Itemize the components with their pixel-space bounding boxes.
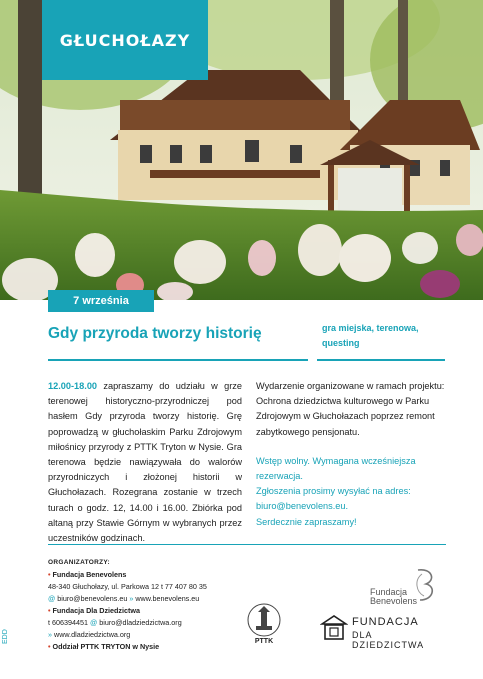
benevolens-line2: Benevolens [370, 596, 418, 606]
benevolens-logo-text [370, 588, 417, 606]
event-project-info [256, 379, 448, 530]
bullet-icon: • [48, 606, 51, 615]
registration-line1: Wstęp wolny. Wymagana wcześniejsza rezerwacja. [256, 455, 416, 482]
email-icon: @ [48, 594, 56, 603]
event-date: 7 września [73, 295, 129, 307]
bullet-icon: • [48, 642, 51, 651]
organizers-label: ORGANIZATORZY: [48, 559, 110, 566]
organizers-block [48, 557, 238, 653]
org1-address: 48-340 Głuchołazy, ul. Parkowa 12 [48, 582, 159, 591]
event-description [48, 379, 242, 546]
fdd-line1: FUNDACJA [352, 616, 419, 628]
www-icon: » [129, 594, 134, 603]
org1-name: Fundacja Benevolens [52, 570, 127, 579]
fdd-emblem-icon [320, 614, 348, 642]
registration-line2: Zgłoszenia prosimy wysyłać na adres: [256, 486, 411, 497]
org3-name: Oddział PTTK TRYTON w Nysie [52, 642, 160, 651]
org2-email[interactable]: biuro@dladziedzictwa.org [99, 618, 182, 627]
footer-divider [48, 544, 446, 545]
pttk-logo [244, 602, 284, 646]
benevolens-logo [370, 566, 442, 606]
brand-name: GŁUCHOŁAZY [59, 30, 191, 50]
fdd-logo [320, 614, 446, 650]
org1-email[interactable]: biuro@benevolens.eu [57, 594, 128, 603]
event-time: 12.00-18.00 [48, 381, 98, 391]
title-underline [48, 359, 308, 361]
project-text: Wydarzenie organizowane w ramach projektu: Ochrona dziedzictwa kulturowego w Parku Zdrojowym w Głuchołazach poprzez remont zabytkowego pensjonatu. [256, 381, 445, 437]
event-title: Gdy przyroda tworzy historię [48, 325, 262, 342]
pttk-emblem-icon [244, 602, 284, 638]
event-date-tab [48, 290, 154, 312]
org1-phone: t 77 407 80 35 [160, 582, 207, 591]
org1-www[interactable]: www.benevolens.eu [135, 594, 200, 603]
www-icon: » [48, 630, 52, 639]
org2-www[interactable]: www.dladziedzictwa.org [54, 630, 131, 639]
email-icon: @ [89, 618, 98, 627]
event-description-text: zapraszamy do udziału w grze terenowej historyczno-przyrodniczej pod hasłem Gdy przyroda tworzy historię. Grę poprowadzą w głuchołaskim Parku Zdrojowym miłośnicy przyrody z PTTK Tryton w Nysie. Gra terenowa będzie nawiązywała do walorów przyrodniczych i złożonej historii w Głuchołazach. Rozegrana zostanie w trzech turach o godz. 12, 14.00 i 16.00. Zbiórka pod altaną przy Stawie Górnym w wybranych przez uczestników godzinach. [48, 381, 242, 544]
fdd-line2: DLA DZIEDZICTWA [352, 630, 425, 650]
org2-name: Fundacja Dla Dziedzictwa [52, 606, 140, 615]
benevolens-line1: Fundacja [370, 587, 408, 597]
event-tags-line1: gra miejska, terenowa, [322, 323, 419, 333]
event-tags-line2: questing [322, 338, 360, 348]
pttk-label: PTTK [254, 638, 274, 645]
event-tags [322, 321, 442, 351]
org2-phone: t 606394451 [48, 618, 88, 627]
registration-email[interactable]: biuro@benevolens.eu. [256, 501, 349, 512]
registration-info [256, 454, 448, 530]
tags-underline [317, 359, 445, 361]
side-code: EDD [2, 629, 9, 644]
bullet-icon: • [48, 570, 51, 579]
registration-closing: Serdecznie zapraszamy! [256, 516, 357, 527]
brand-badge [42, 0, 208, 80]
